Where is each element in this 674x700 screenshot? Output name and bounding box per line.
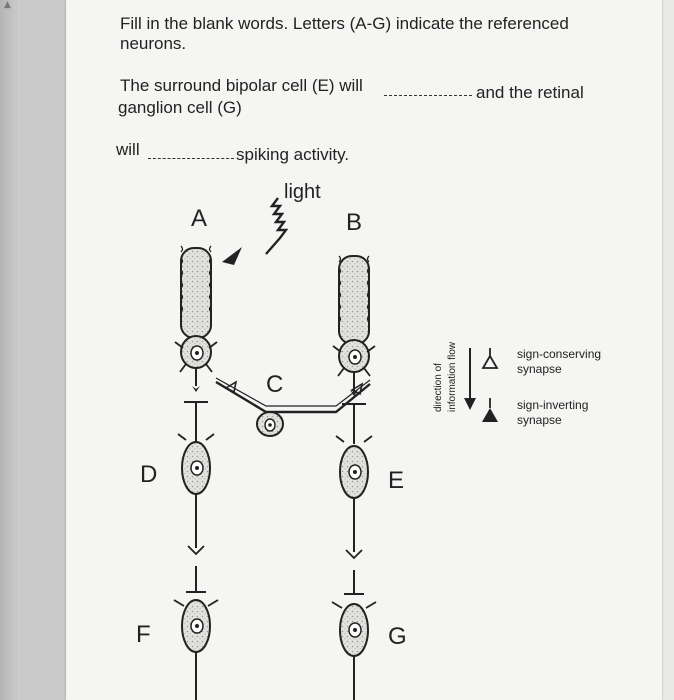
instruction-line-2: neurons. [120, 34, 187, 53]
legend-inverting-line-2: synapse [517, 413, 562, 427]
question-page [66, 0, 662, 700]
sentence-part-2: and the retinal [476, 83, 584, 102]
sentence-part-5: spiking activity. [236, 145, 350, 164]
label-d: D [140, 461, 158, 488]
horizontal-cell-c [216, 378, 370, 436]
label-b: B [346, 209, 363, 236]
instruction-line-1: Fill in the blank words. Letters (A-G) indicate the referenced [120, 14, 569, 33]
flow-arrow-down-icon [464, 398, 476, 410]
synapse-legend [433, 341, 601, 427]
sentence-part-3: ganglion cell (G) [118, 98, 242, 117]
photoreceptor-a [175, 246, 217, 386]
sentence-part-4: will [116, 140, 140, 159]
label-g: G [388, 623, 407, 650]
legend-conserving-line-1: sign-conserving [517, 347, 602, 361]
right-strip [662, 0, 674, 700]
bipolar-cell-e [336, 390, 372, 558]
bipolar-cell-d [178, 386, 214, 554]
left-margin [0, 0, 20, 700]
retina-circuit-diagram [66, 0, 662, 700]
legend-flow-line-1: direction of [433, 363, 444, 412]
legend-conserving-line-2: synapse [517, 362, 562, 376]
legend-flow-line-2: information flow [447, 341, 458, 412]
light-label: light [284, 181, 321, 203]
legend-inverting-line-1: sign-inverting [517, 398, 589, 412]
label-c: C [266, 371, 284, 398]
label-a: A [191, 205, 208, 232]
scroll-up-arrow-icon[interactable]: ▲ [4, 0, 11, 10]
light-arrowhead-icon [222, 247, 242, 265]
ganglion-cell-f [174, 566, 218, 700]
light-arrow-squiggle [266, 198, 286, 254]
label-f: F [136, 621, 151, 648]
ganglion-cell-g [332, 570, 376, 700]
label-e: E [388, 467, 405, 494]
sign-inverting-synapse-icon [482, 408, 498, 422]
sentence-part-1: The surround bipolar cell (E) will [120, 76, 363, 95]
photoreceptor-b [333, 256, 375, 392]
sign-conserving-synapse-icon [483, 356, 497, 368]
